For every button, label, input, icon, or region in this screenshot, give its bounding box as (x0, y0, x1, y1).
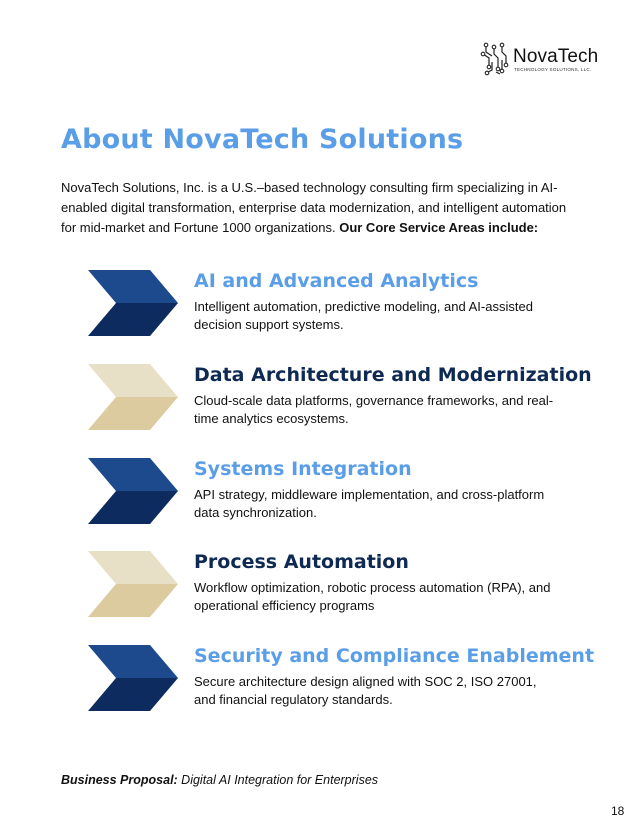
service-title: Process Automation (194, 551, 409, 573)
page-title: About NovaTech Solutions (61, 124, 464, 155)
circuit-logo-icon (480, 42, 512, 76)
service-description: Secure architecture design aligned with SOC 2, ISO 27001, and financial regulatory standards. (194, 674, 537, 707)
chevron-right-icon (88, 458, 178, 524)
page-number: 18 (611, 804, 625, 818)
service-description: Cloud-scale data platforms, governance frameworks, and real-time analytics ecosystems. (194, 393, 554, 426)
service-item-security-compliance (88, 645, 595, 715)
service-title: Data Architecture and Modernization (194, 364, 592, 386)
service-item-systems-integration (88, 458, 568, 528)
service-item-data-architecture (88, 364, 592, 434)
service-item-ai-analytics (88, 270, 568, 340)
service-title: AI and Advanced Analytics (194, 270, 479, 292)
service-title: Security and Compliance Enablement (194, 645, 595, 667)
intro-bold-text: Our Core Service Areas include: (339, 220, 539, 235)
footer-label: Business Proposal: (61, 773, 178, 787)
service-description: Intelligent automation, predictive modeling, and AI-assisted decision support systems. (194, 299, 533, 332)
footer-caption (61, 773, 378, 787)
logo-name: NovaTech (513, 46, 599, 67)
chevron-right-icon (88, 270, 178, 336)
service-description: Workflow optimization, robotic process automation (RPA), and operational efficiency programs (194, 580, 551, 613)
chevron-right-icon (88, 645, 178, 711)
service-item-process-automation (88, 551, 568, 621)
intro-paragraph (61, 178, 571, 238)
chevron-right-icon (88, 551, 178, 617)
chevron-right-icon (88, 364, 178, 430)
footer-text: Digital AI Integration for Enterprises (177, 773, 379, 787)
service-description: API strategy, middleware implementation, and cross-platform data synchronization. (194, 487, 545, 520)
logo-tagline: TECHNOLOGY SOLUTIONS, LLC. (514, 67, 592, 72)
company-logo (480, 42, 630, 78)
service-title: Systems Integration (194, 458, 412, 480)
intro-text: NovaTech Solutions, Inc. is a U.S.–based technology consulting firm specializing in AI-enabled digital transformation, enterprise data modernization, and intelligent automation for mid-market and Fortune 1000 organizations. (61, 180, 567, 235)
